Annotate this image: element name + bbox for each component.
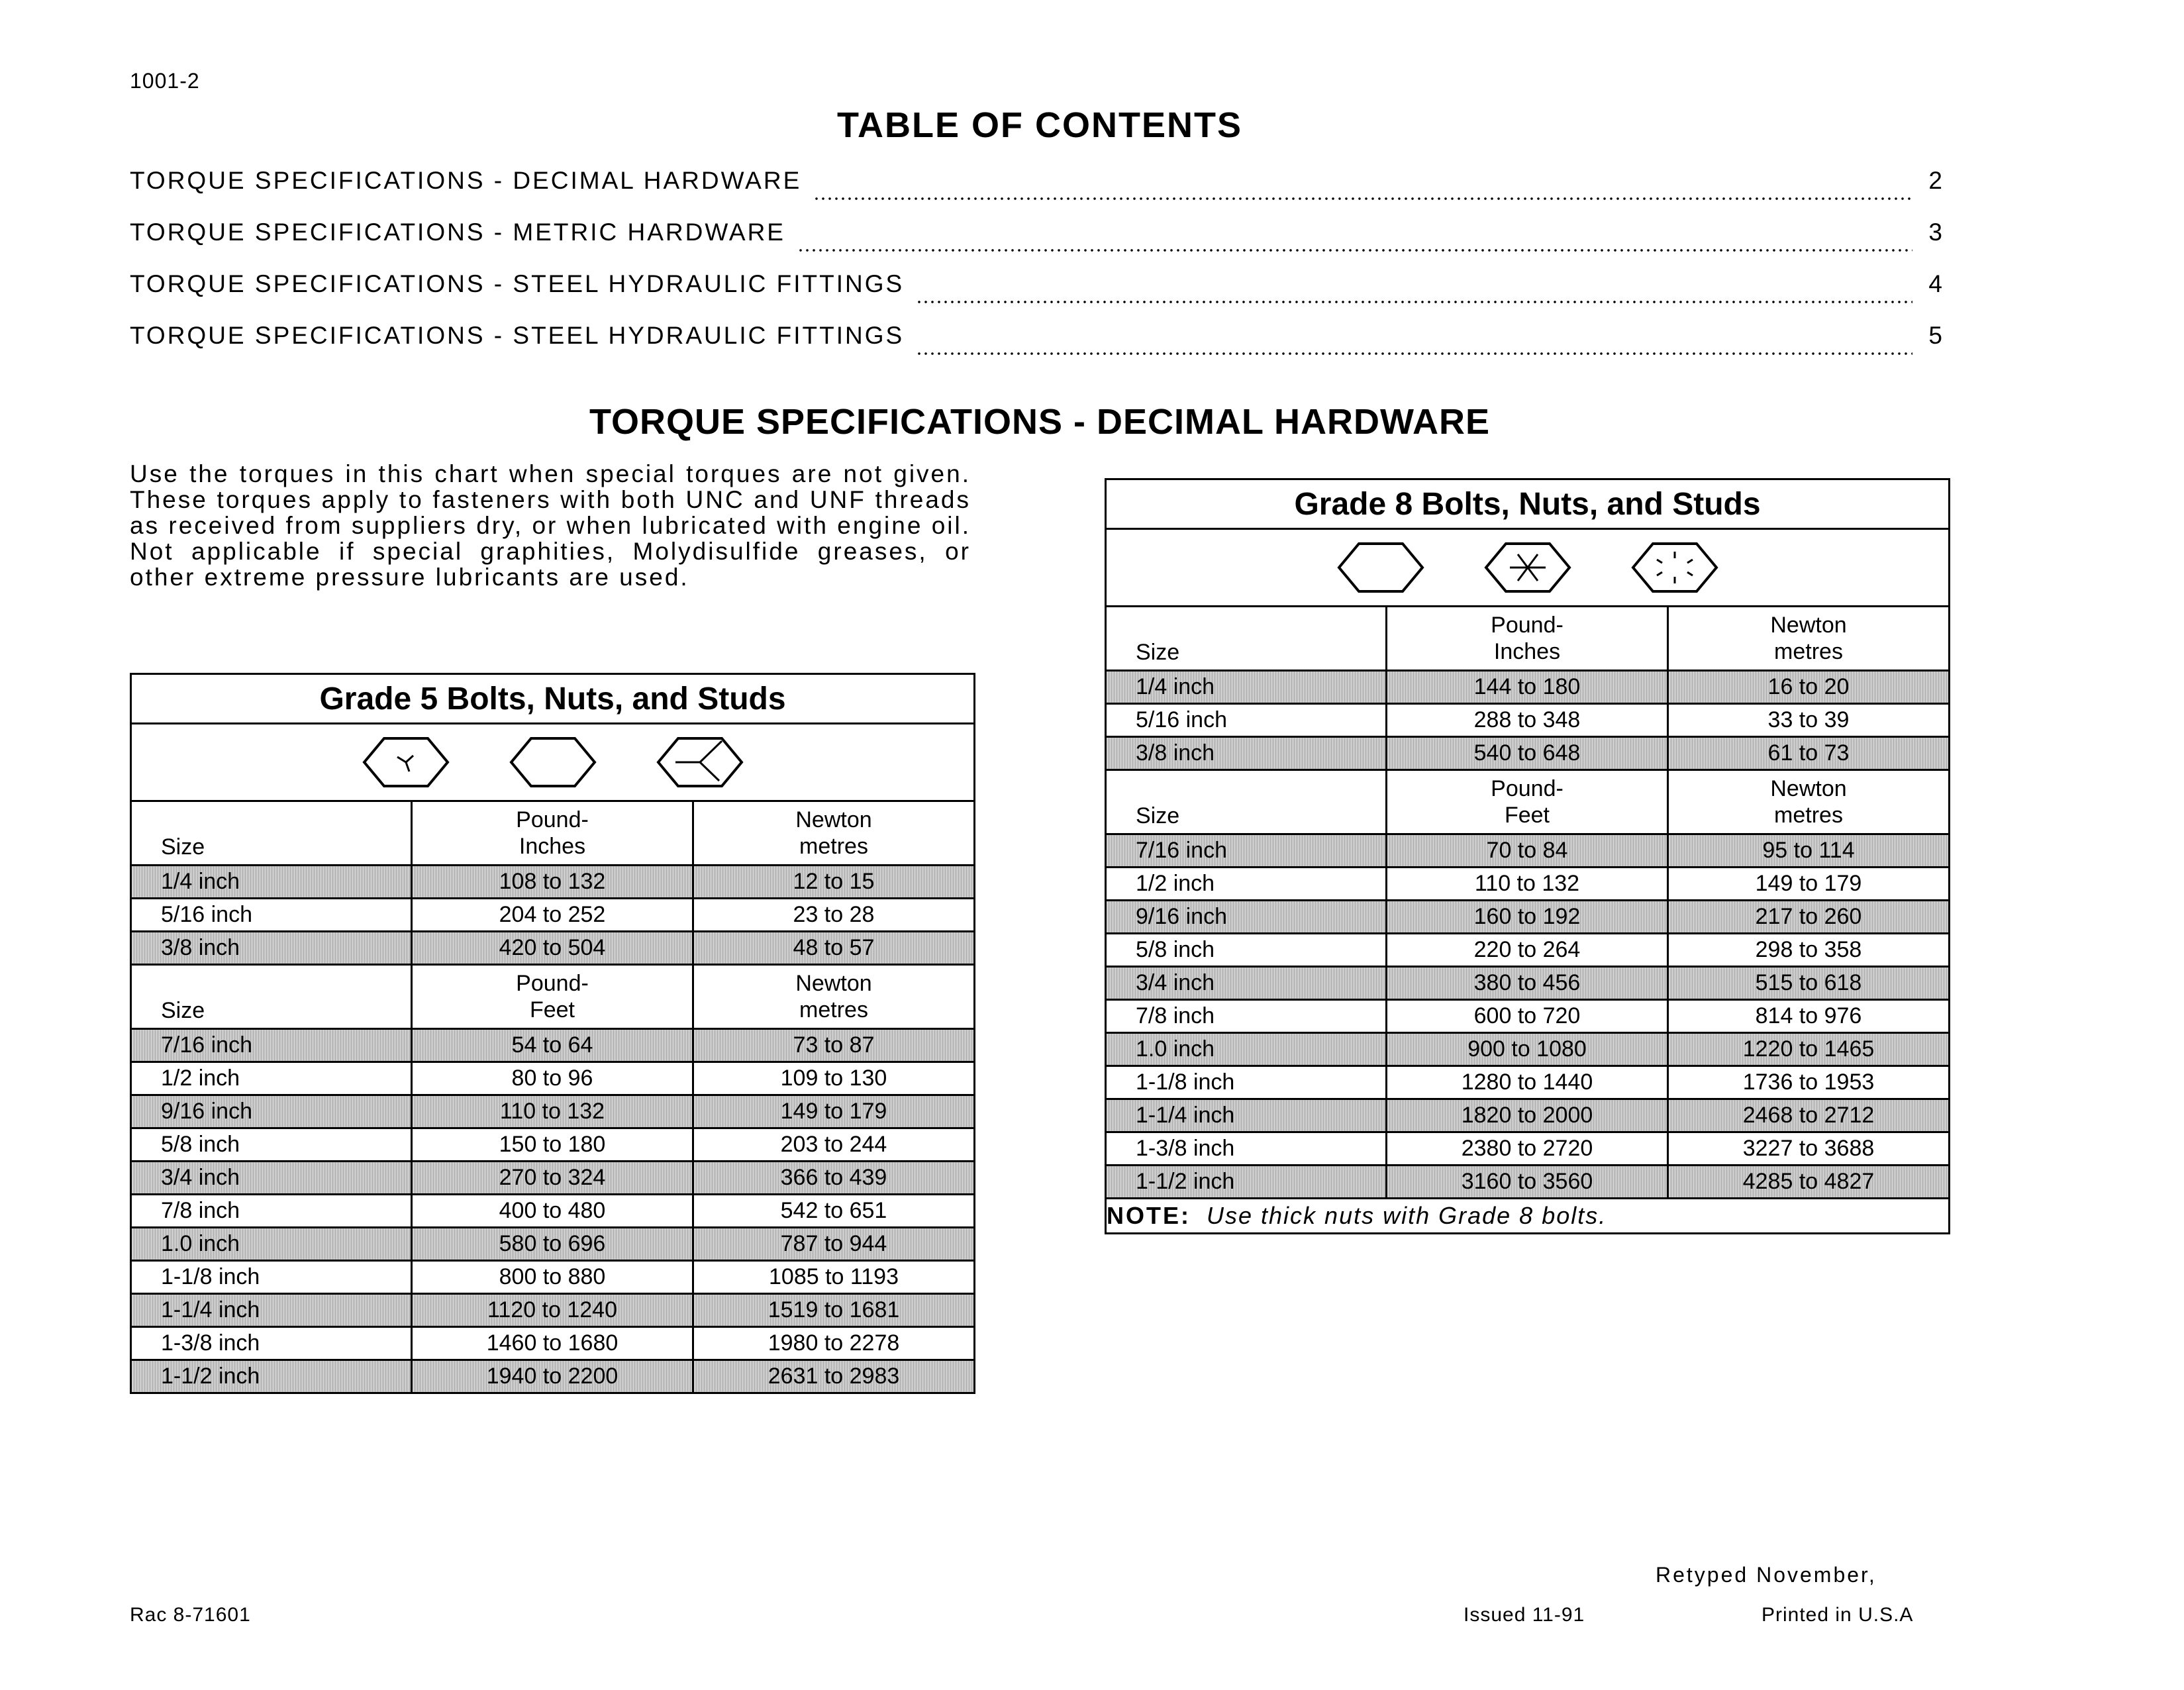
table-row: 1-1/8 inch 1280 to 1440 1736 to 1953	[1106, 1066, 1950, 1099]
table-row: 9/16 inch 110 to 132 149 to 179	[131, 1095, 975, 1128]
toc-entry-page: 4	[1928, 270, 1944, 297]
table-row: 1-3/8 inch 2380 to 2720 3227 to 3688	[1106, 1132, 1950, 1166]
document-id: Rac 8-71601	[130, 1604, 251, 1626]
table-row: 7/8 inch 400 to 480 542 to 651	[131, 1195, 975, 1228]
pound-feet-header: Pound- Feet	[1387, 770, 1668, 834]
intro-paragraph: Use the torques in this chart when special torques are not given. These torques apply to fasteners with both UNC and UNF threads as received from suppliers dry, or when lubricated with engine oil. Not applicable if special graphities, Molydisulfide greases, or other extreme pressure lubricants are used.	[130, 460, 971, 591]
section-title: TORQUE SPECIFICATIONS - DECIMAL HARDWARE	[589, 402, 1491, 442]
table-row: 5/8 inch 150 to 180 203 to 244	[131, 1128, 975, 1162]
table-row: 1-1/8 inch 800 to 880 1085 to 1193	[131, 1261, 975, 1294]
toc-entry[interactable]	[130, 219, 1944, 270]
note-label: NOTE:	[1107, 1202, 1191, 1229]
table-row: 3/8 inch 420 to 504 48 to 57	[131, 932, 975, 965]
hex-bolt-six-marks-icon	[1630, 541, 1719, 594]
table-row: 3/4 inch 270 to 324 366 to 439	[131, 1162, 975, 1195]
table-row: 1.0 inch 900 to 1080 1220 to 1465	[1106, 1033, 1950, 1066]
table-row: 5/8 inch 220 to 264 298 to 358	[1106, 934, 1950, 967]
toc-entry[interactable]	[130, 270, 1944, 322]
toc-entry-label: TORQUE SPECIFICATIONS - METRIC HARDWARE	[130, 219, 785, 246]
retyped-note: Retyped November,	[1656, 1563, 1877, 1587]
printed-location: Printed in U.S.A	[1762, 1604, 1914, 1626]
table-row: 5/16 inch 204 to 252 23 to 28	[131, 899, 975, 932]
table-row: 3/4 inch 380 to 456 515 to 618	[1106, 967, 1950, 1000]
pound-inches-header: Pound- Inches	[1387, 607, 1668, 671]
toc-leader-dots	[813, 197, 1912, 200]
table-row: 7/8 inch 600 to 720 814 to 976	[1106, 1000, 1950, 1033]
grade5-header-feet	[131, 965, 975, 1029]
table-row: 1-1/4 inch 1120 to 1240 1519 to 1681	[131, 1294, 975, 1327]
table-row: 1.0 inch 580 to 696 787 to 944	[131, 1228, 975, 1261]
page-number: 1001-2	[130, 69, 200, 93]
toc-title: TABLE OF CONTENTS	[837, 105, 1242, 145]
table-row: 1-3/8 inch 1460 to 1680 1980 to 2278	[131, 1327, 975, 1360]
table-row: 7/16 inch 70 to 84 95 to 114	[1106, 834, 1950, 868]
newton-metres-header: Newton metres	[1668, 607, 1950, 671]
table-row: 9/16 inch 160 to 192 217 to 260	[1106, 901, 1950, 934]
hex-nut-icon	[509, 736, 597, 789]
issued-date: Issued 11-91	[1464, 1604, 1585, 1626]
hex-bolt-three-lines-icon	[656, 736, 744, 789]
hex-bolt-grade5-marks-icon	[362, 736, 450, 789]
grade5-header-inches	[131, 801, 975, 866]
grade5-icon-row	[131, 724, 975, 801]
size-column-header: Size	[1106, 770, 1387, 834]
grade8-note	[1106, 1199, 1950, 1234]
grade8-table-title: Grade 8 Bolts, Nuts, and Studs	[1106, 479, 1950, 529]
toc-entry-page: 3	[1928, 219, 1944, 246]
grade8-torque-table	[1105, 478, 1950, 1234]
newton-metres-header: Newton metres	[693, 965, 975, 1029]
pound-inches-header: Pound- Inches	[412, 801, 693, 866]
note-text: Use thick nuts with Grade 8 bolts.	[1207, 1202, 1607, 1229]
toc-entry-label: TORQUE SPECIFICATIONS - STEEL HYDRAULIC FITTINGS	[130, 270, 905, 297]
table-row: 1-1/4 inch 1820 to 2000 2468 to 2712	[1106, 1099, 1950, 1132]
toc-entry-label: TORQUE SPECIFICATIONS - STEEL HYDRAULIC FITTINGS	[130, 322, 905, 349]
toc-leader-dots	[916, 301, 1912, 303]
table-of-contents	[130, 167, 1944, 373]
table-row: 1/2 inch 80 to 96 109 to 130	[131, 1062, 975, 1095]
newton-metres-header: Newton metres	[693, 801, 975, 866]
table-row: 5/16 inch 288 to 348 33 to 39	[1106, 704, 1950, 737]
newton-metres-header: Newton metres	[1668, 770, 1950, 834]
toc-leader-dots	[916, 352, 1912, 355]
table-row: 1/2 inch 110 to 132 149 to 179	[1106, 868, 1950, 901]
table-row: 7/16 inch 54 to 64 73 to 87	[131, 1029, 975, 1062]
grade8-header-inches	[1106, 607, 1950, 671]
table-row: 3/8 inch 540 to 648 61 to 73	[1106, 737, 1950, 770]
table-row: 1/4 inch 108 to 132 12 to 15	[131, 866, 975, 899]
table-row: 1-1/2 inch 1940 to 2200 2631 to 2983	[131, 1360, 975, 1393]
toc-entry-page: 5	[1928, 322, 1944, 349]
table-row: 1-1/2 inch 3160 to 3560 4285 to 4827	[1106, 1166, 1950, 1199]
size-column-header: Size	[131, 801, 412, 866]
hex-nut-icon	[1336, 541, 1425, 594]
toc-entry-label: TORQUE SPECIFICATIONS - DECIMAL HARDWARE	[130, 167, 802, 194]
grade8-icon-row	[1106, 529, 1950, 607]
table-row: 1/4 inch 144 to 180 16 to 20	[1106, 671, 1950, 704]
grade5-table-title: Grade 5 Bolts, Nuts, and Studs	[131, 674, 975, 724]
grade8-header-feet	[1106, 770, 1950, 834]
toc-leader-dots	[797, 249, 1912, 252]
size-column-header: Size	[1106, 607, 1387, 671]
pound-feet-header: Pound- Feet	[412, 965, 693, 1029]
toc-entry[interactable]	[130, 167, 1944, 219]
toc-entry-page: 2	[1928, 167, 1944, 194]
size-column-header: Size	[131, 965, 412, 1029]
toc-entry[interactable]	[130, 322, 1944, 373]
grade5-torque-table	[130, 673, 975, 1394]
hex-bolt-star-icon	[1483, 541, 1572, 594]
